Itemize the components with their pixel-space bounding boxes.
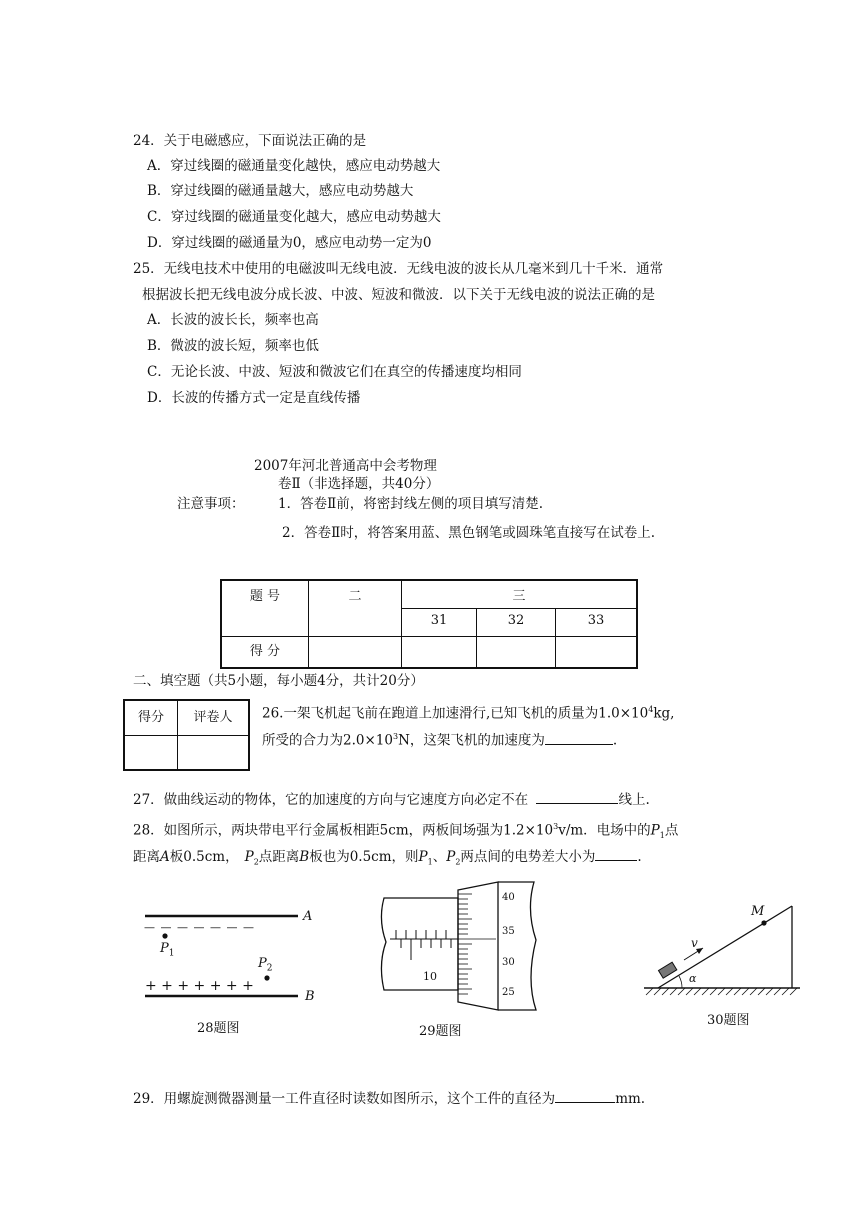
score-table-col-er: 二 <box>309 580 402 636</box>
score-table-qno-label: 题 号 <box>221 580 309 636</box>
score-table-col-33: 33 <box>556 608 638 636</box>
thimble-scale-ticks <box>458 894 496 994</box>
exam-subtitle: 卷Ⅱ（非选择题，共40分） <box>278 476 440 492</box>
fig28-label-b: B <box>305 989 315 1004</box>
q25-option-a: A．长波的波长长，频率也高 <box>147 312 319 328</box>
q28-p2: P <box>244 849 254 865</box>
score-cell-32[interactable] <box>477 636 556 668</box>
q27-text: 27．做曲线运动的物体，它的加速度的方向与它速度方向必定不在 <box>133 792 529 808</box>
q25-option-d: D．长波的传播方式一定是直线传播 <box>147 390 361 406</box>
fig28-p2-subscript: 2 <box>266 963 273 974</box>
q28-line1-text: 28．如图所示，两块带电平行金属板相距5cm，两板间场强为1.2×10 <box>133 822 554 839</box>
q27-end: 线上. <box>618 792 650 808</box>
fig28-p2-letter: P <box>258 956 267 971</box>
q28-line1-text-b: v/m．电场中的 <box>558 822 651 839</box>
note-2: 2．答卷Ⅱ时，将答案用蓝、黑色钢笔或圆珠笔直接写在试卷上. <box>282 525 656 541</box>
q28-p2b-sub: 2 <box>455 857 461 867</box>
main-scale-lower-ticks <box>401 939 451 960</box>
score-table <box>220 579 638 669</box>
q28-line2-a: 距离 <box>133 849 160 865</box>
q24-option-a: A．穿过线圈的磁通量变化越快，感应电动势越大 <box>147 158 441 174</box>
q28-label-a: A <box>160 849 170 865</box>
q27-answer-blank[interactable] <box>536 789 618 804</box>
grader-person-label: 评卷人 <box>178 700 250 735</box>
score-table-col-32: 32 <box>477 608 556 636</box>
q28-sep: 、 <box>432 849 447 865</box>
angle-arc <box>679 976 682 988</box>
main-scale-label-10: 10 <box>423 970 437 983</box>
q29 <box>133 1088 645 1108</box>
grader-person-cell[interactable] <box>178 735 250 770</box>
score-table-score-label: 得 分 <box>221 636 309 668</box>
fig30-incline <box>640 900 805 1000</box>
ground-hatching <box>646 988 797 995</box>
q28-p2b: P <box>446 849 456 865</box>
q26-unit-kg: kg, <box>653 705 675 722</box>
q25-option-b: B．微波的波长短，频率也低 <box>147 338 319 354</box>
fig28-plus-charges: + + + + + + + <box>145 978 254 994</box>
score-cell-er[interactable] <box>309 636 402 668</box>
q25-stem-line2: 根据波长把无线电波分成长波、中波、短波和微波．以下关于无线电波的说法正确的是 <box>142 287 655 303</box>
q29-text: 29．用螺旋测微器测量一工件直径时读数如图所示，这个工件的直径为 <box>133 1091 556 1107</box>
exam-title: 2007年河北普通高中会考物理 <box>254 458 437 474</box>
q25-stem-line1: 25．无线电技术中使用的电磁波叫无线电波．无线电波的波长从几毫米到几十千米．通常 <box>133 261 664 277</box>
thimble-label-40: 40 <box>502 892 515 903</box>
score-table-col-31: 31 <box>402 608 477 636</box>
fig30-caption: 30题图 <box>707 1013 750 1028</box>
q28-line2-c: 点距离 <box>258 849 300 865</box>
q28-line1 <box>133 818 678 845</box>
q26-line1 <box>262 701 674 723</box>
q28-p1b-sub: 1 <box>427 857 433 867</box>
q28-p2-sub: 2 <box>253 857 259 867</box>
q24-option-b: B．穿过线圈的磁通量越大，感应电动势越大 <box>147 183 414 199</box>
fig28-label-a: A <box>303 909 313 924</box>
point-m <box>761 920 766 925</box>
q28-p1: P <box>650 822 660 839</box>
grader-score-cell[interactable] <box>124 735 178 770</box>
q28-line1-end: 点 <box>664 822 679 839</box>
q29-unit: mm. <box>615 1091 646 1107</box>
main-scale-upper-ticks <box>396 930 446 939</box>
q28-line2-d: 板也为0.5cm，则 <box>309 849 419 865</box>
q28-line2 <box>133 846 642 872</box>
q28-label-b: B <box>299 849 310 865</box>
thimble <box>458 882 498 1010</box>
score-cell-33[interactable] <box>556 636 638 668</box>
fig28-p1-subscript: 1 <box>168 948 175 959</box>
q28-exp: 3 <box>553 822 559 831</box>
incline-surface <box>658 906 792 988</box>
fig29-caption: 29题图 <box>419 1024 462 1039</box>
q28-answer-blank[interactable] <box>595 846 637 861</box>
q26-exp-2: 3 <box>392 732 399 741</box>
q26-line2-text: 所受的合力为2.0×10 <box>262 732 393 749</box>
q28-p1b: P <box>418 849 428 865</box>
q26-period: . <box>612 732 618 749</box>
fig28-p1-label <box>160 940 174 963</box>
q28-p1-sub: 1 <box>659 831 665 841</box>
thimble-label-35: 35 <box>502 926 515 937</box>
q26-line1-text: 26.一架飞机起飞前在跑道上加速滑行,已知飞机的质量为1.0×10 <box>262 705 649 722</box>
q29-answer-blank[interactable] <box>555 1088 615 1103</box>
q24-stem: 24．关于电磁感应，下面说法正确的是 <box>133 133 367 149</box>
grader-box <box>123 699 250 771</box>
fig30-label-alpha: α <box>689 972 697 985</box>
section2-title: 二、填空题（共5小题，每小题4分，共计20分） <box>133 673 424 689</box>
fig30-label-v: v <box>691 936 698 950</box>
fig28-p2-label <box>258 955 272 978</box>
q26-line2-text-b: N，这架飞机的加速度为 <box>398 732 545 749</box>
micrometer-sleeve <box>381 898 458 990</box>
thimble-label-30: 30 <box>502 957 515 968</box>
q24-option-c: C．穿过线圈的磁通量变化越大，感应电动势越大 <box>147 209 441 225</box>
grader-score-label: 得分 <box>124 700 178 735</box>
q26-exp-1: 4 <box>648 705 654 714</box>
fig29-micrometer <box>376 880 556 1020</box>
fig28-minus-charges: — — — — — — — <box>144 921 255 934</box>
score-table-col-san: 三 <box>402 580 638 608</box>
q28-period: . <box>637 849 642 865</box>
thimble-label-25: 25 <box>502 987 515 998</box>
notes-label: 注意事项： <box>177 496 245 512</box>
q28-line2-b: 板0.5cm， <box>169 849 239 865</box>
q26-answer-blank[interactable] <box>545 730 613 745</box>
fig28-caption: 28题图 <box>197 1021 240 1036</box>
q27 <box>133 789 650 809</box>
fig30-label-m: M <box>751 904 765 919</box>
q28-line2-e: 两点间的电势差大小为 <box>460 849 596 865</box>
score-cell-31[interactable] <box>402 636 477 668</box>
note-1: 1．答卷Ⅱ前，将密封线左侧的项目填写清楚. <box>278 496 544 512</box>
fig28-p1-letter: P <box>160 941 169 956</box>
q26-line2 <box>262 728 617 750</box>
block <box>658 962 676 978</box>
q25-option-c: C．无论长波、中波、短波和微波它们在真空的传播速度均相同 <box>147 364 522 380</box>
q24-option-d: D．穿过线圈的磁通量为0，感应电动势一定为0 <box>147 235 432 251</box>
